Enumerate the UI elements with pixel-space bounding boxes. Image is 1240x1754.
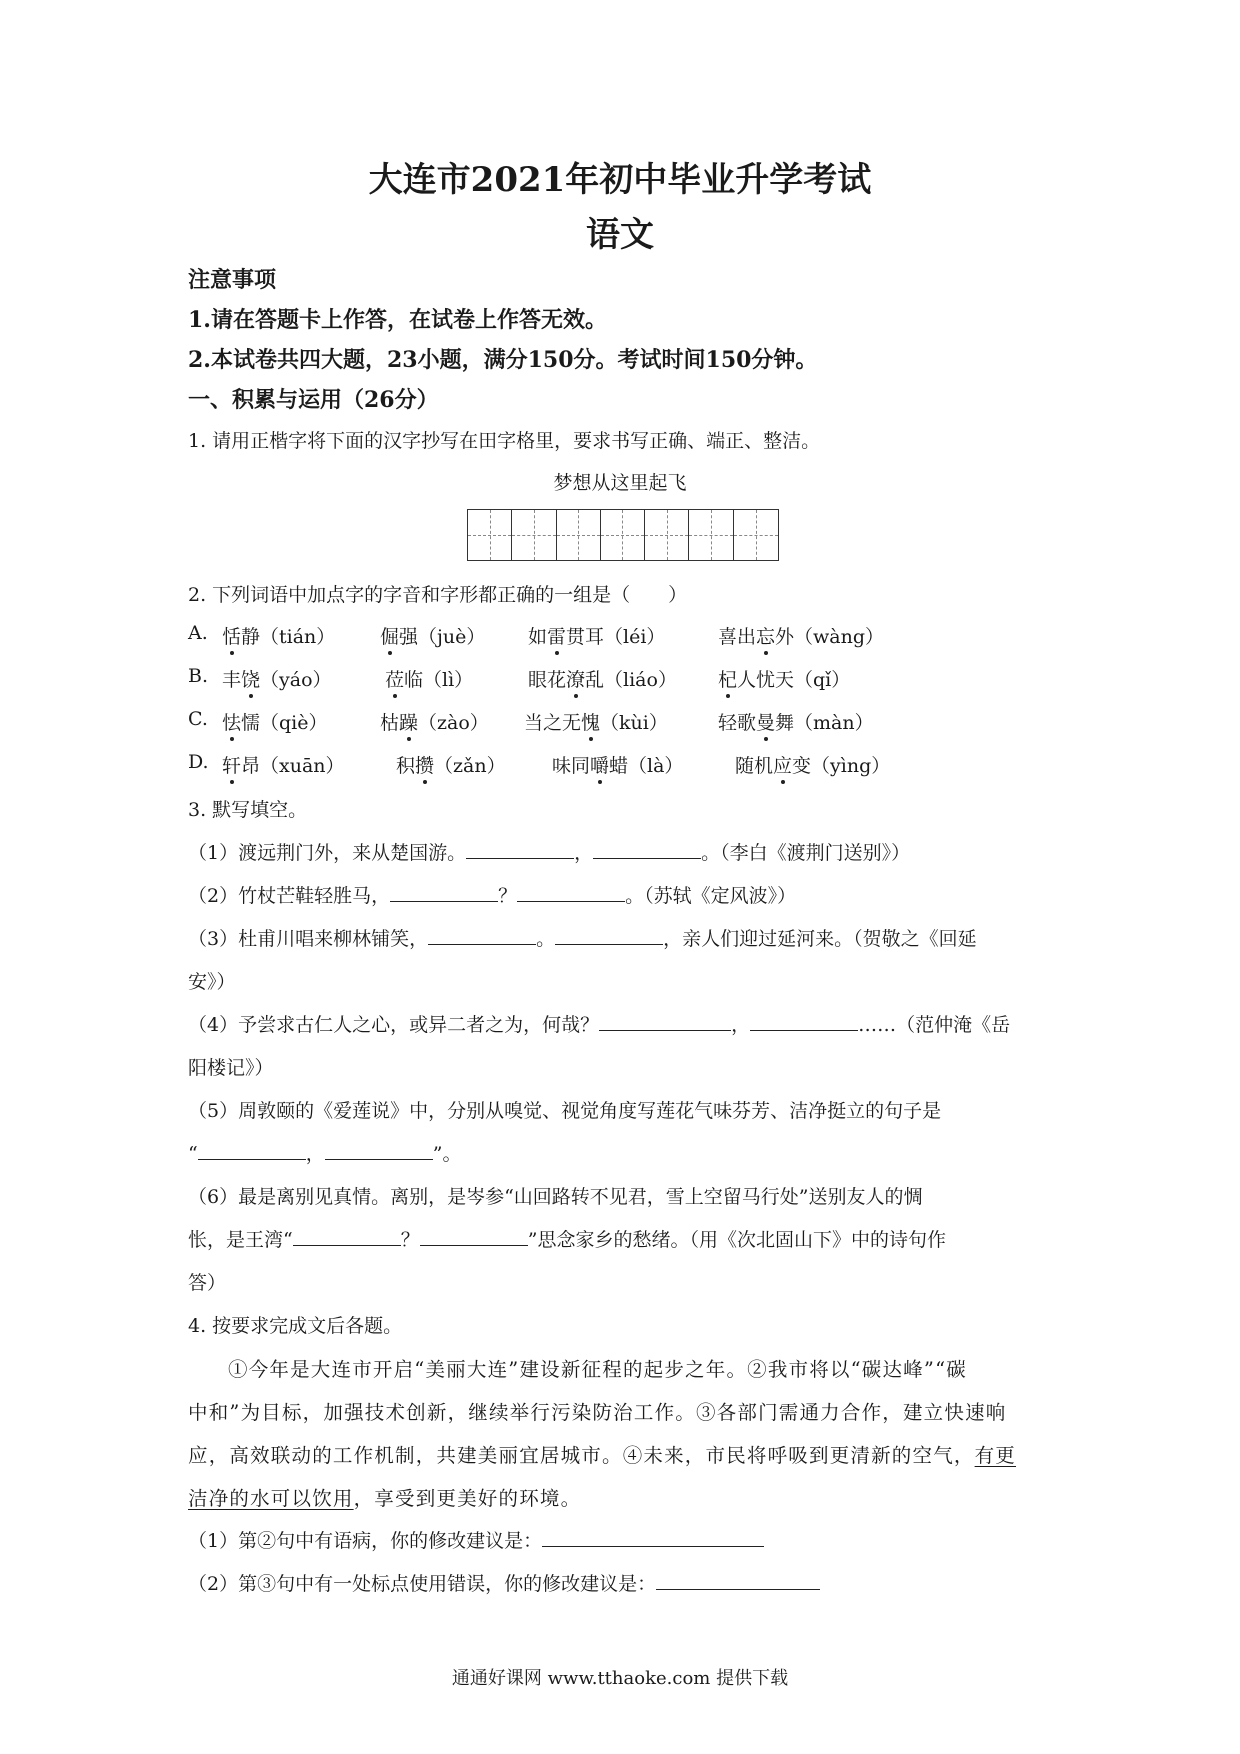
option-d-word-4: 随机应变（yìng） <box>735 751 890 778</box>
answer-blank[interactable] <box>599 1012 731 1031</box>
recite-item-3-cont: 安》） <box>188 971 236 993</box>
grid-cell[interactable] <box>734 510 778 560</box>
grid-cell[interactable] <box>601 510 645 560</box>
sub-question-1: （1）第②句中有语病，你的修改建议是： <box>188 1526 764 1553</box>
recite-item-6-cont: 怅，是王湾“ ？ ”思念家乡的愁绪。（用《次北固山下》中的诗句作 <box>188 1229 946 1251</box>
option-d-word-1: 轩昂（xuān） <box>222 751 345 778</box>
answer-blank[interactable] <box>293 1227 401 1246</box>
recite-item-4: （4）予尝求古仁人之心，或异二者之为，何哉？ ， ……（范仲淹《岳 <box>188 1014 1011 1036</box>
option-c-label: C. <box>188 708 208 730</box>
page-footer: 通通好课网 www.tthaoke.com 提供下载 <box>451 1668 789 1689</box>
option-b-word-3: 眼花潦乱（liáo） <box>528 665 677 692</box>
question-1-prompt: 1. 请用正楷字将下面的汉字抄写在田字格里，要求书写正确、端正、整洁。 <box>188 430 821 452</box>
copy-phrase: 梦想从这里起飞 <box>553 472 687 494</box>
recite-item-3: （3）杜甫川唱来柳林铺笑， 。 ，亲人们迎过延河来。（贺敬之《回延 <box>188 928 977 950</box>
underlined-phrase: 洁净的水可以饮用 <box>188 1487 354 1510</box>
answer-blank[interactable] <box>325 1141 433 1160</box>
option-d-word-3: 味同嚼蜡（là） <box>552 751 683 778</box>
answer-blank[interactable] <box>555 926 663 945</box>
recite-item-1: （1）渡远荆门外，来从楚国游。 ， 。（李白《渡荆门送别》） <box>188 842 911 864</box>
option-a-word-2: 倔强（juè） <box>380 622 485 649</box>
recite-item-6: （6）最是离别见真情。离别，是岑参“山回路转不见君，雪上空留马行处”送别友人的惆 <box>188 1186 923 1208</box>
question-3-prompt: 3. 默写填空。 <box>188 799 308 821</box>
answer-blank[interactable] <box>542 1528 764 1547</box>
passage-line-3: 应，高效联动的工作机制，共建美丽宜居城市。④未来，市民将呼吸到更清新的空气，有更 <box>188 1444 1017 1467</box>
option-d-word-2: 积攒（zǎn） <box>396 751 506 778</box>
option-d-label: D. <box>188 751 209 773</box>
notice-item-1: 1.请在答题卡上作答，在试卷上作答无效。 <box>188 307 607 333</box>
option-a-label: A. <box>188 622 208 644</box>
option-c-word-3: 当之无愧（kùi） <box>524 708 668 735</box>
recite-item-5: （5）周敦颐的《爱莲说》中，分别从嗅觉、视觉角度写莲花气味芬芳、洁净挺立的句子是 <box>188 1100 942 1122</box>
option-a-word-4: 喜出忘外（wàng） <box>718 622 884 649</box>
section-heading: 一、积累与运用（26分） <box>188 387 439 413</box>
option-b-word-4: 杞人忧天（qǐ） <box>718 665 850 692</box>
option-c-word-4: 轻歌曼舞（màn） <box>718 708 874 735</box>
recite-item-2: （2）竹杖芒鞋轻胜马， ？ 。（苏轼《定风波》） <box>188 885 797 907</box>
answer-blank[interactable] <box>428 926 536 945</box>
grid-cell[interactable] <box>689 510 733 560</box>
recite-item-5-cont: “ ， ”。 <box>188 1143 462 1165</box>
passage-line-2: 中和”为目标，加强技术创新，继续举行污染防治工作。③各部门需通力合作，建立快速响 <box>188 1401 1007 1424</box>
option-a-word-1: 恬静（tián） <box>222 622 335 649</box>
answer-blank[interactable] <box>390 883 498 902</box>
sub-question-2: （2）第③句中有一处标点使用错误，你的修改建议是： <box>188 1569 820 1596</box>
option-c-word-1: 怯懦（qiè） <box>222 708 328 735</box>
option-b-word-1: 丰饶（yáo） <box>222 665 332 692</box>
grid-cell[interactable] <box>645 510 689 560</box>
question-4-prompt: 4. 按要求完成文后各题。 <box>188 1315 403 1337</box>
underlined-phrase: 有更 <box>974 1444 1017 1467</box>
recite-item-4-cont: 阳楼记》） <box>188 1057 274 1079</box>
answer-blank[interactable] <box>420 1227 528 1246</box>
option-b-label: B. <box>188 665 209 687</box>
option-b-word-2: 莅临（lì） <box>385 665 473 692</box>
subject-title: 语文 <box>586 215 654 255</box>
answer-blank[interactable] <box>198 1141 306 1160</box>
grid-cell[interactable] <box>512 510 556 560</box>
exam-title: 大连市2021年初中毕业升学考试 <box>368 160 872 200</box>
passage-line-4: 洁净的水可以饮用，享受到更美好的环境。 <box>188 1487 582 1510</box>
answer-blank[interactable] <box>656 1571 820 1590</box>
option-c-word-2: 枯躁（zào） <box>380 708 489 735</box>
option-a-word-3: 如雷贯耳（léi） <box>528 622 665 649</box>
grid-cell[interactable] <box>557 510 601 560</box>
question-2-prompt: 2. 下列词语中加点字的字音和字形都正确的一组是（ ） <box>188 584 688 606</box>
tianzige-grid[interactable] <box>467 509 779 561</box>
answer-blank[interactable] <box>750 1012 858 1031</box>
answer-blank[interactable] <box>466 840 574 859</box>
recite-item-6-end: 答） <box>188 1272 227 1294</box>
answer-blank[interactable] <box>517 883 625 902</box>
grid-cell[interactable] <box>468 510 512 560</box>
notice-item-2: 2.本试卷共四大题，23小题，满分150分。考试时间150分钟。 <box>188 347 818 373</box>
answer-blank[interactable] <box>593 840 701 859</box>
notice-heading: 注意事项 <box>188 267 277 293</box>
passage-line-1: ①今年是大连市开启“美丽大连”建设新征程的起步之年。②我市将以“碳达峰”“碳 <box>228 1358 967 1381</box>
